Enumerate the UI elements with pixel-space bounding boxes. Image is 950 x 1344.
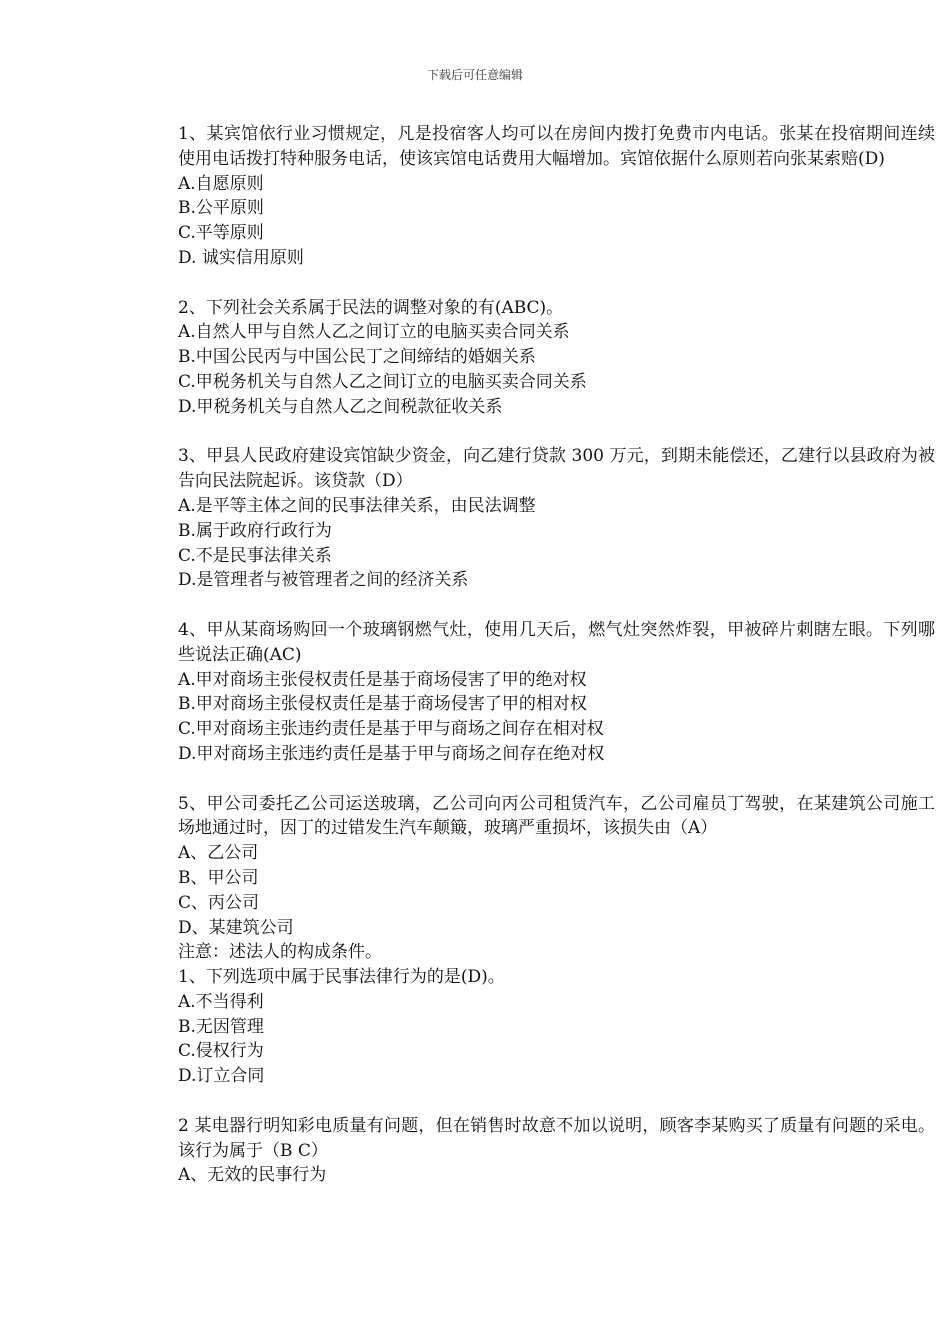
paragraph-gap — [178, 1089, 935, 1114]
question-text: 2 某电器行明知彩电质量有问题，但在销售时故意不加以说明，顾客李某购买了质量有问题的采电。该行为属于（B C） — [178, 1115, 935, 1161]
option-line: B.属于政府行政行为 — [178, 520, 332, 541]
question-block — [178, 618, 935, 767]
option-line: A.是平等主体之间的民事法律关系，由民法调整 — [178, 495, 536, 516]
option-line: C.平等原则 — [178, 223, 264, 244]
paragraph-gap — [178, 271, 935, 296]
option-line: A.不当得利 — [178, 991, 264, 1012]
question-text: 2、下列社会关系属于民法的调整对象的有(ABC)。 — [178, 297, 564, 318]
page-header: 下载后可任意编辑 — [426, 68, 523, 82]
question-block — [178, 122, 935, 271]
option-line: D.是管理者与被管理者之间的经济关系 — [178, 570, 469, 591]
option-line: A.自愿原则 — [178, 173, 264, 194]
option-line: A.甲对商场主张侵权责任是基于商场侵害了甲的绝对权 — [178, 669, 587, 690]
option-line: A、无效的民事行为 — [178, 1165, 327, 1186]
option-line: C、丙公司 — [178, 892, 260, 913]
question-block — [178, 444, 935, 593]
paragraph-gap — [178, 593, 935, 618]
document-body — [178, 122, 935, 1188]
option-line: B、甲公司 — [178, 867, 259, 888]
option-line: B.无因管理 — [178, 1016, 264, 1037]
paragraph-gap — [178, 767, 935, 792]
option-line: C.侵权行为 — [178, 1041, 264, 1062]
question-text: 5、甲公司委托乙公司运送玻璃，乙公司向丙公司租赁汽车，乙公司雇员丁驾驶，在某建筑公司施工场地通过时，因丁的过错发生汽车颠簸，玻璃严重损坏，该损失由（A） — [178, 793, 935, 839]
question-block — [178, 792, 935, 1090]
option-line: C.甲对商场主张违约责任是基于甲与商场之间存在相对权 — [178, 719, 604, 740]
question-text: 4、甲从某商场购回一个玻璃钢燃气灶，使用几天后，燃气灶突然炸裂，甲被碎片刺瞎左眼。下列哪些说法正确(AC) — [178, 619, 935, 665]
option-line: D.订立合同 — [178, 1066, 265, 1087]
question-text: 1、下列选项中属于民事法律行为的是(D)。 — [178, 967, 505, 988]
option-line: C.不是民事法律关系 — [178, 545, 332, 566]
note-line: 注意：述法人的构成条件。 — [178, 942, 382, 963]
option-line: A.自然人甲与自然人乙之间订立的电脑买卖合同关系 — [178, 322, 570, 343]
option-line: D.甲对商场主张违约责任是基于甲与商场之间存在绝对权 — [178, 743, 605, 764]
option-line: A、乙公司 — [178, 843, 259, 864]
question-block — [178, 296, 935, 420]
question-block — [178, 1114, 935, 1188]
paragraph-gap — [178, 420, 935, 445]
option-line: B.中国公民丙与中国公民丁之间缔结的婚姻关系 — [178, 347, 536, 368]
question-text: 3、甲县人民政府建设宾馆缺少资金，向乙建行贷款 300 万元，到期未能偿还，乙建行以县政府为被告向民法院起诉。该贷款（D） — [178, 446, 935, 492]
option-line: D、某建筑公司 — [178, 917, 294, 938]
option-line: D.甲税务机关与自然人乙之间税款征收关系 — [178, 396, 503, 417]
option-line: D. 诚实信用原则 — [178, 247, 304, 268]
option-line: C.甲税务机关与自然人乙之间订立的电脑买卖合同关系 — [178, 371, 587, 392]
question-text: 1、某宾馆依行业习惯规定，凡是投宿客人均可以在房间内拨打免费市内电话。张某在投宿期间连续使用电话拨打特种服务电话，使该宾馆电话费用大幅增加。宾馆依据什么原则若向张某索赔(D) — [178, 124, 935, 169]
option-line: B.公平原则 — [178, 198, 264, 219]
option-line: B.甲对商场主张侵权责任是基于商场侵害了甲的相对权 — [178, 694, 587, 715]
